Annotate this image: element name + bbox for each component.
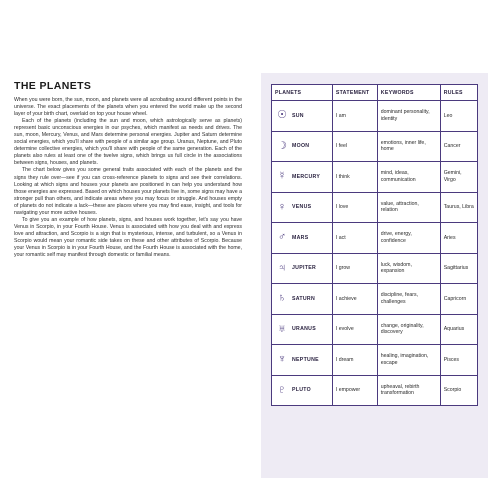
keywords-cell: mind, ideas, communication — [377, 162, 440, 193]
table-row — [272, 345, 478, 376]
table-row — [272, 375, 478, 406]
statement-cell: I act — [332, 223, 377, 254]
rules-cell: Taurus, Libra — [440, 192, 477, 223]
statement-cell: I achieve — [332, 284, 377, 315]
table-row — [272, 253, 478, 284]
moon-icon: ☽ — [277, 139, 287, 152]
planet-cell — [272, 223, 333, 254]
statement-cell: I grow — [332, 253, 377, 284]
mercury-icon: ☿ — [277, 170, 287, 183]
rules-cell: Aries — [440, 223, 477, 254]
header-keywords: KEYWORDS — [377, 85, 440, 101]
sun-icon: ☉ — [277, 109, 287, 122]
planet-cell — [272, 314, 333, 345]
planet-name: PLUTO — [292, 387, 311, 393]
header-planets: PLANETS — [272, 85, 333, 101]
rules-cell: Capricorn — [440, 284, 477, 315]
planet-name: NEPTUNE — [292, 356, 319, 363]
rules-cell: Cancer — [440, 131, 477, 162]
jupiter-icon: ♃ — [277, 261, 287, 274]
header-statement: STATEMENT — [332, 85, 377, 101]
table-row — [272, 192, 478, 223]
body-text — [14, 97, 242, 259]
statement-cell: I love — [332, 192, 377, 223]
planet-name: MERCURY — [292, 173, 321, 180]
paragraph: Each of the planets (including the sun and moon, which astrologically serve as planets) represent basic unconscious energies in our psyches, which manifest as needs and drives. The sun, moon, Mercury, Venus, and Mars determine personal energies. Jupiter and Saturn determine social energies, which you'll share with people of a similar age group. Uranus, Neptune, and Pluto determine collective energies, which you'll share with people of the same generation. Each of the planets also rules at least one of the twelve signs, which brings us full circle in the associations between signs, houses, and planets. — [14, 118, 242, 167]
rules-cell: Pisces — [440, 345, 477, 376]
table-row — [272, 131, 478, 162]
table-row — [272, 314, 478, 345]
planet-name: SUN — [292, 112, 304, 119]
statement-cell: I feel — [332, 131, 377, 162]
planet-name: MOON — [292, 143, 310, 149]
keywords-cell: discipline, fears, challenges — [377, 284, 440, 315]
keywords-cell: dominant personality, identity — [377, 101, 440, 132]
planet-cell — [272, 284, 333, 315]
keywords-cell: upheaval, rebirth transformation — [377, 375, 440, 406]
table-row — [272, 101, 478, 132]
planet-name: SATURN — [292, 295, 316, 302]
keywords-cell: value, attraction, relation — [377, 192, 440, 223]
rules-cell: Scorpio — [440, 375, 477, 406]
uranus-icon: ♅ — [277, 322, 287, 335]
header-rules: RULES — [440, 85, 477, 101]
keywords-cell: healing, imagination, escape — [377, 345, 440, 376]
keywords-cell: luck, wisdom, expansion — [377, 253, 440, 284]
planet-name: URANUS — [292, 326, 316, 332]
pluto-icon: ♇ — [277, 383, 287, 396]
neptune-icon: ♆ — [277, 353, 287, 366]
planets-table — [271, 84, 478, 406]
planet-name: VENUS — [292, 204, 312, 210]
rules-cell: Aquarius — [440, 314, 477, 345]
planet-cell — [272, 253, 333, 284]
statement-cell: I evolve — [332, 314, 377, 345]
planet-cell — [272, 131, 333, 162]
table-header-row — [272, 85, 478, 101]
paragraph: The chart below gives you some general traits associated with each of the planets and the signs they rule over—see if you can cross-reference planets to signs and see their correlations. Looking at which signs and houses your planets are positioned in can help you understand how those energies are expressed. Based on which houses your planets live in, some signs may have a stronger pull than others, and indicate areas where you may focus or struggle. And houses empty of planets do not indicate a lack—these are places where you may find ease, insight, and tools for navigating your more active houses. — [14, 167, 242, 216]
keywords-cell: emotions, inner life, home — [377, 131, 440, 162]
planet-cell — [272, 375, 333, 406]
statement-cell: I am — [332, 101, 377, 132]
planet-cell — [272, 345, 333, 376]
venus-icon: ♀ — [277, 200, 287, 213]
rules-cell: Gemini, Virgo — [440, 162, 477, 193]
mars-icon: ♂ — [277, 231, 287, 244]
planet-name: MARS — [292, 234, 309, 241]
saturn-icon: ♄ — [277, 292, 287, 305]
rules-cell: Sagittarius — [440, 253, 477, 284]
paragraph: To give you an example of how planets, signs, and houses work together, let's say you have Venus in Scorpio, in your Fourth House. Venus is associated with how you deal with and express love and attraction, and Scorpio is a sign that is mysterious, intense, and turbulent, so a Venus in Scorpio would mean your romantic side takes on these and other attributes of Scorpio. Because your Venus in Scorpio is in your Fourth House, and the Fourth House is associated with the home, your romantic self may manifest through domestic or familial means. — [14, 216, 242, 259]
planet-cell — [272, 162, 333, 193]
planet-cell — [272, 101, 333, 132]
planet-name: JUPITER — [292, 265, 317, 271]
statement-cell: I dream — [332, 345, 377, 376]
page-title: THE PLANETS — [14, 80, 92, 92]
rules-cell: Leo — [440, 101, 477, 132]
table-row — [272, 223, 478, 254]
statement-cell: I think — [332, 162, 377, 193]
table-row — [272, 162, 478, 193]
keywords-cell: drive, energy, confidence — [377, 223, 440, 254]
table-row — [272, 284, 478, 315]
keywords-cell: change, originality, discovery — [377, 314, 440, 345]
paragraph: When you were born, the sun, moon, and planets were all acrobating around different points in the universe. The exact placements of the planets when you entered the world make up the second layer of your birth chart, overlaid on top your house wheel. — [14, 97, 242, 118]
planet-cell — [272, 192, 333, 223]
statement-cell: I empower — [332, 375, 377, 406]
